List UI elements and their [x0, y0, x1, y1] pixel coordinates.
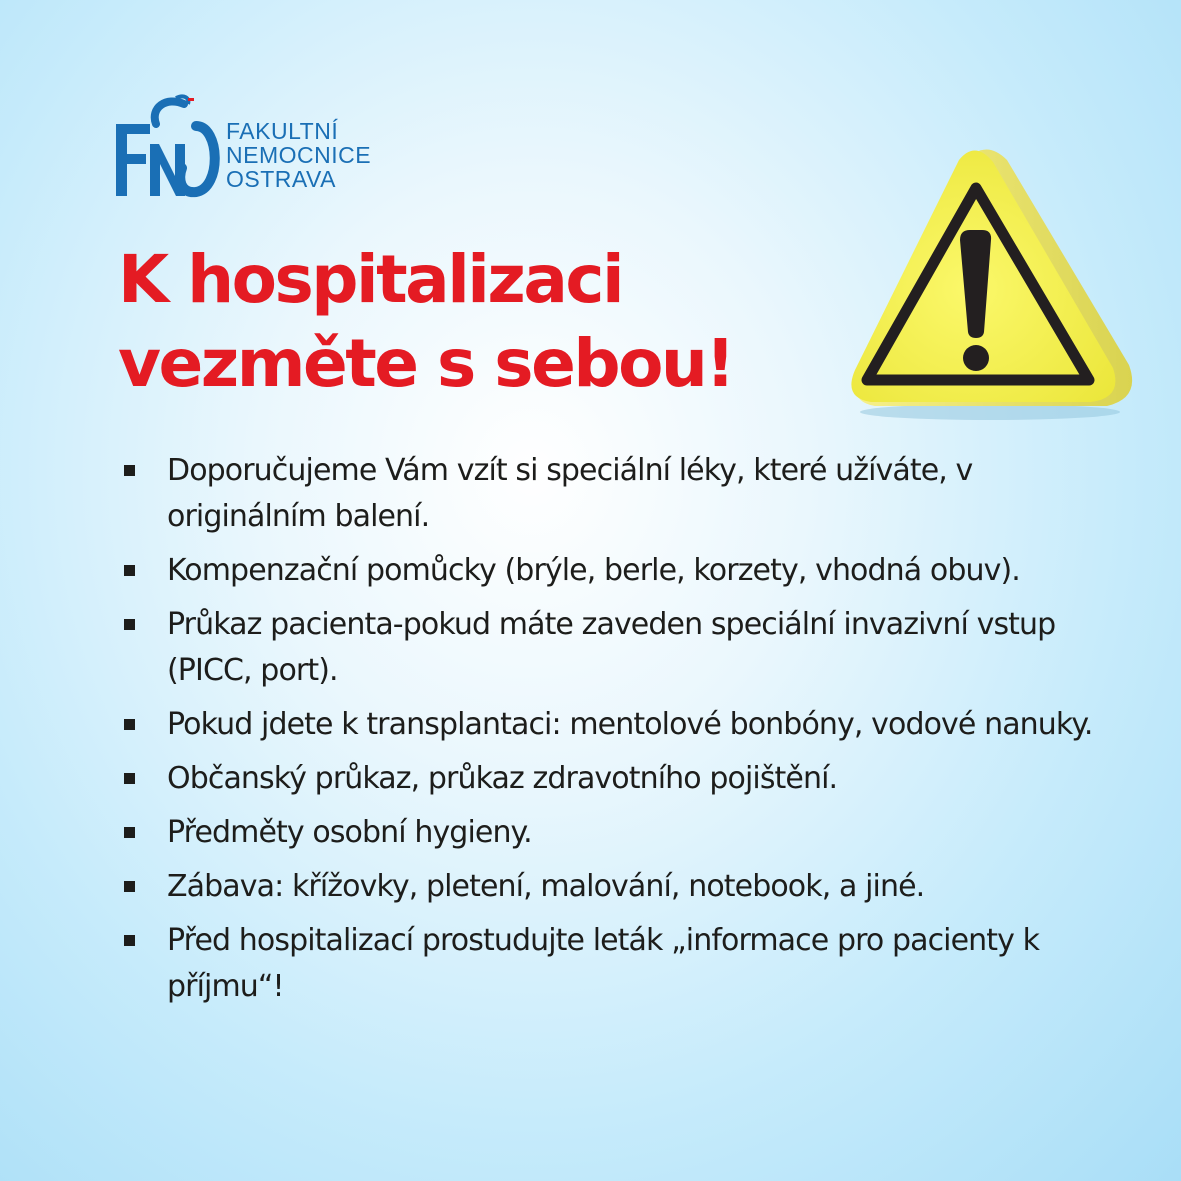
list-item-text: Průkaz pacienta-pokud máte zaveden speciální invazivní vstup (PICC, port). [167, 607, 1056, 688]
list-item [120, 548, 1110, 594]
logo-line-2: NEMOCNICE [226, 142, 372, 168]
warning-triangle-icon [845, 140, 1145, 429]
list-item [120, 448, 1110, 540]
bullet-icon [124, 565, 135, 576]
list-item [120, 702, 1110, 748]
bullet-icon [124, 719, 135, 730]
list-item-text: Před hospitalizací prostudujte leták „informace pro pacienty k příjmu“! [167, 923, 1040, 1004]
list-item [120, 602, 1110, 694]
bullet-icon [124, 773, 135, 784]
list-item [120, 810, 1110, 856]
title-line-2: vezměte s sebou! [118, 325, 734, 402]
logo-line-1: FAKULTNÍ [226, 118, 339, 144]
list-item [120, 918, 1110, 1010]
bullet-icon [124, 935, 135, 946]
list-item [120, 864, 1110, 910]
logo-line-3: OSTRAVA [226, 166, 336, 192]
bullet-icon [124, 881, 135, 892]
bullet-icon [124, 465, 135, 476]
hospital-logo [110, 92, 390, 202]
bullet-icon [124, 619, 135, 630]
list-item-text: Zábava: křížovky, pletení, malování, notebook, a jiné. [167, 869, 925, 904]
list-item-text: Předměty osobní hygieny. [167, 815, 532, 850]
list-item-text: Občanský průkaz, průkaz zdravotního pojištění. [167, 761, 838, 796]
list-item-text: Doporučujeme Vám vzít si speciální léky, které užíváte, v originálním balení. [167, 453, 973, 534]
list-item-text: Kompenzační pomůcky (brýle, berle, korzety, vhodná obuv). [167, 553, 1020, 588]
bullet-icon [124, 827, 135, 838]
title-line-1: K hospitalizaci [118, 241, 623, 318]
list-item-text: Pokud jdete k transplantaci: mentolové bonbóny, vodové nanuky. [167, 707, 1093, 742]
list-item [120, 756, 1110, 802]
fno-monogram-icon [110, 92, 222, 202]
page-title [118, 238, 733, 406]
checklist [120, 448, 1110, 1018]
